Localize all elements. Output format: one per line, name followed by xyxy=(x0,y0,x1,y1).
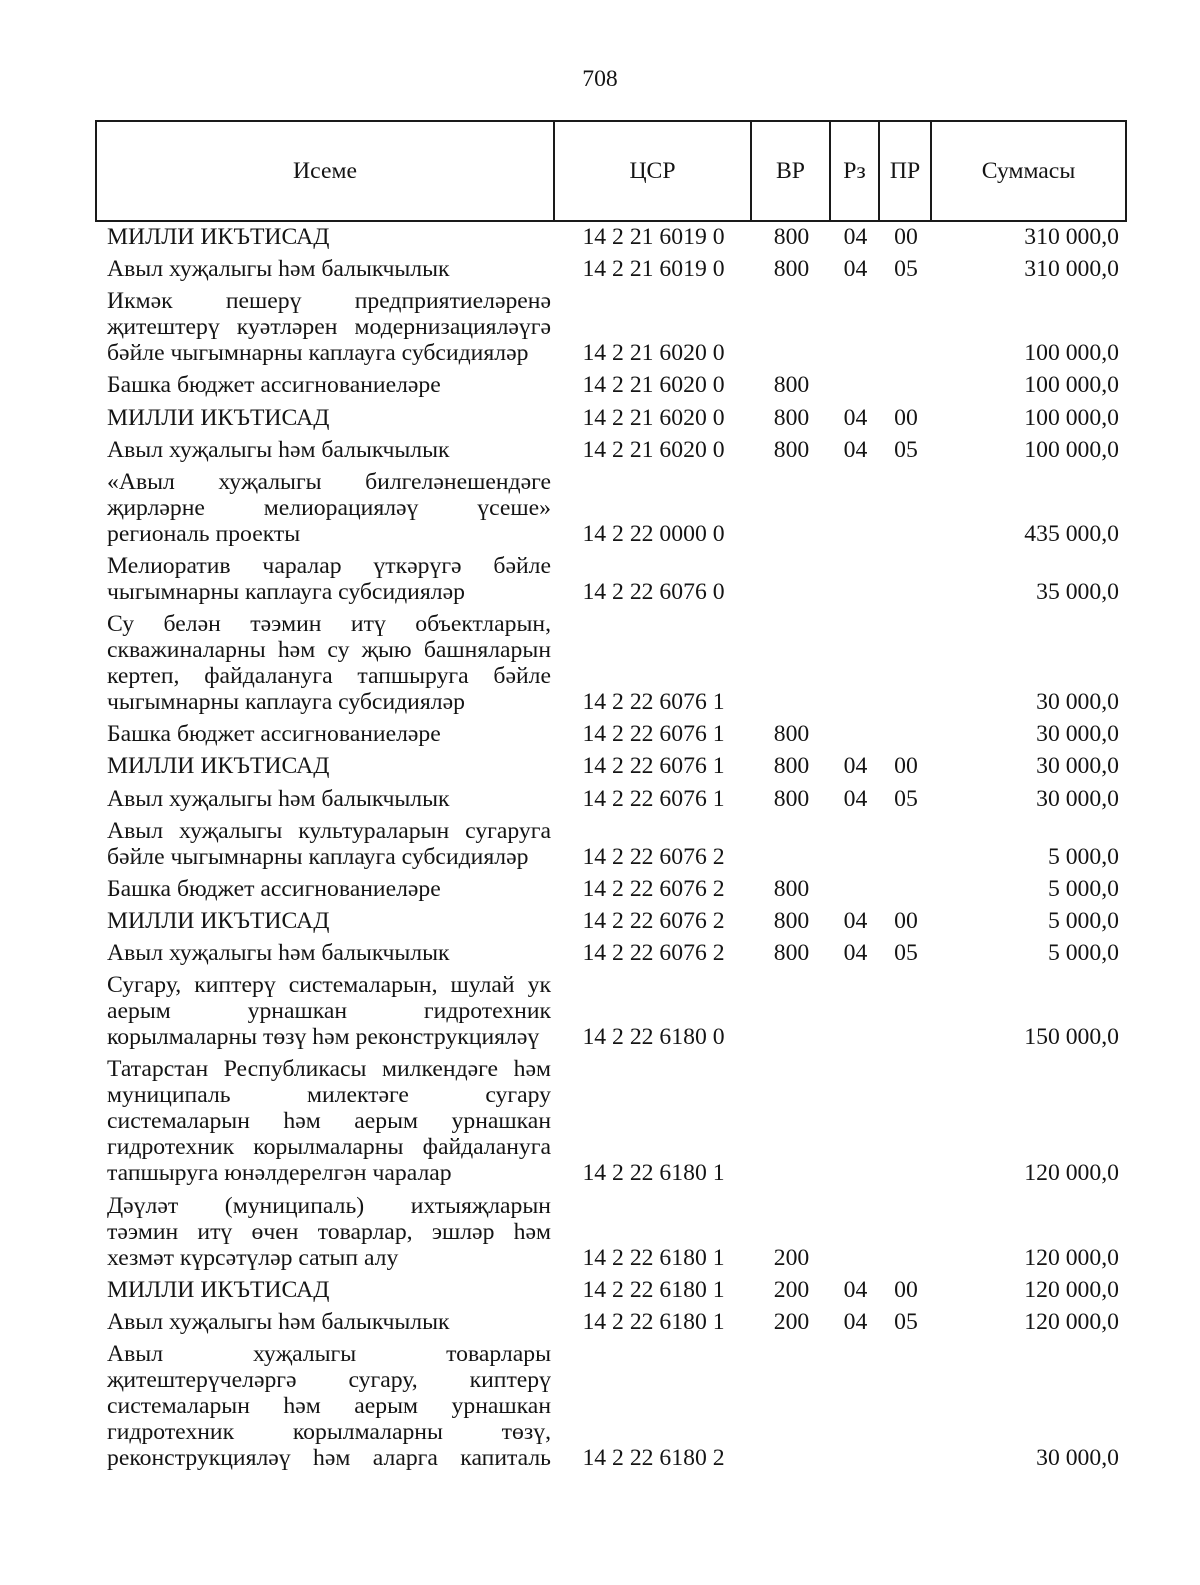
name-line: тәэмин итү өчен товарлар, эшләр һәм xyxy=(107,1218,551,1245)
table-row xyxy=(95,256,1127,288)
table-row xyxy=(95,1277,1127,1309)
pr-cell: 00 xyxy=(894,1276,918,1303)
vr-cell: 800 xyxy=(773,721,810,748)
vr-cell xyxy=(752,689,831,715)
rz-cell xyxy=(831,1160,880,1186)
table-row xyxy=(95,753,1127,785)
csr-cell: 14 2 22 6180 1 xyxy=(582,1276,725,1303)
sum-cell: 30 000,0 xyxy=(1036,721,1119,748)
rz-cell xyxy=(831,844,880,870)
vr-cell xyxy=(752,521,831,547)
csr-cell: 14 2 22 6076 1 xyxy=(582,689,725,716)
csr-cell: 14 2 22 6076 1 xyxy=(582,785,725,812)
csr-cell: 14 2 22 6076 2 xyxy=(582,940,725,967)
vr-cell: 800 xyxy=(773,940,810,967)
pr-cell xyxy=(880,1245,932,1271)
rz-cell xyxy=(831,721,880,747)
csr-cell: 14 2 22 6180 1 xyxy=(582,1308,725,1335)
csr-cell: 14 2 22 6180 1 xyxy=(582,1160,725,1187)
name-cell xyxy=(95,1309,555,1335)
name-cell xyxy=(95,553,555,605)
table-row xyxy=(95,1309,1127,1341)
rz-cell: 04 xyxy=(843,940,868,967)
name-line: кертеп, файдалануга тапшыруга бәйле xyxy=(107,663,551,690)
table-row xyxy=(95,405,1127,437)
name-line: Су белән тәэмин итү объектларын, xyxy=(107,611,551,638)
name-line: Авыл хуҗалыгы һәм балыкчылык xyxy=(107,1308,450,1335)
name-cell xyxy=(95,753,555,779)
name-cell xyxy=(95,256,555,282)
pr-cell: 05 xyxy=(894,940,918,967)
name-line: Дәүләт (муниципаль) ихтыяҗларын xyxy=(107,1192,551,1219)
csr-cell: 14 2 21 6020 0 xyxy=(582,436,725,463)
rz-cell xyxy=(831,521,880,547)
vr-cell: 800 xyxy=(773,753,810,780)
vr-cell: 800 xyxy=(773,436,810,463)
header-sum: Суммасы xyxy=(932,120,1127,222)
vr-cell xyxy=(752,579,831,605)
vr-cell xyxy=(752,1445,831,1471)
name-line: МИЛЛИ ИКЪТИСАД xyxy=(107,224,330,250)
sum-cell: 5 000,0 xyxy=(1047,940,1119,967)
sum-cell: 100 000,0 xyxy=(1024,404,1119,431)
csr-cell: 14 2 22 6076 0 xyxy=(582,578,725,605)
name-line: бәйле чыгымнарны каплауга субсидияләр xyxy=(107,340,529,367)
pr-cell xyxy=(880,340,932,366)
name-line: скважиналарны һәм су җыю башняларын xyxy=(107,637,551,664)
name-line: Башка бюджет ассигнованиеләре xyxy=(107,721,441,748)
rz-cell xyxy=(831,1445,880,1471)
pr-cell xyxy=(880,844,932,870)
sum-cell: 30 000,0 xyxy=(1036,785,1119,812)
csr-cell: 14 2 21 6020 0 xyxy=(582,404,725,431)
name-line: хезмәт күрсәтүләр сатып алу xyxy=(107,1244,399,1271)
pr-cell: 00 xyxy=(894,753,918,780)
name-line: бәйле чыгымнарны каплауга субсидияләр xyxy=(107,843,529,870)
vr-cell: 800 xyxy=(773,224,810,250)
csr-cell: 14 2 21 6019 0 xyxy=(582,224,725,250)
name-cell xyxy=(95,1056,555,1186)
sum-cell: 120 000,0 xyxy=(1024,1308,1119,1335)
name-cell xyxy=(95,437,555,463)
pr-cell xyxy=(880,876,932,902)
table-row xyxy=(95,611,1127,721)
sum-cell: 120 000,0 xyxy=(1024,1160,1119,1187)
name-cell xyxy=(95,288,555,366)
sum-cell: 5 000,0 xyxy=(1047,875,1119,902)
rz-cell xyxy=(831,876,880,902)
name-line: Авыл хуҗалыгы һәм балыкчылык xyxy=(107,436,450,463)
name-line: җирләрне мелиорацияләү үсеше» xyxy=(107,494,551,521)
rz-cell: 04 xyxy=(843,1276,868,1303)
name-line: МИЛЛИ ИКЪТИСАД xyxy=(107,907,330,934)
sum-cell: 5 000,0 xyxy=(1047,843,1119,870)
name-cell xyxy=(95,818,555,870)
table-row xyxy=(95,372,1127,404)
header-name: Исеме xyxy=(95,120,555,222)
vr-cell: 800 xyxy=(773,256,810,283)
name-line: җитештерүчеләргә сугару, киптерү xyxy=(107,1366,551,1393)
name-cell xyxy=(95,876,555,902)
csr-cell: 14 2 21 6020 0 xyxy=(582,372,725,399)
name-line: чыгымнарны каплауга субсидияләр xyxy=(107,689,465,716)
pr-cell xyxy=(880,689,932,715)
table-row xyxy=(95,437,1127,469)
rz-cell: 04 xyxy=(843,256,868,283)
vr-cell: 800 xyxy=(773,372,810,399)
csr-cell: 14 2 22 6076 1 xyxy=(582,721,725,748)
rz-cell: 04 xyxy=(843,785,868,812)
csr-cell: 14 2 22 6180 1 xyxy=(582,1244,725,1271)
table-row xyxy=(95,876,1127,908)
sum-cell: 435 000,0 xyxy=(1024,520,1119,547)
name-line: Татарстан Республикасы милкендәге һәм xyxy=(107,1056,551,1083)
table-row xyxy=(95,972,1127,1056)
name-line: муниципаль милектәге сугару xyxy=(107,1082,551,1109)
vr-cell xyxy=(752,1024,831,1050)
vr-cell: 800 xyxy=(773,875,810,902)
table-row xyxy=(95,224,1127,256)
name-cell xyxy=(95,940,555,966)
name-line: җитештерү куәтләрен модернизацияләүгә xyxy=(107,314,551,341)
table-row xyxy=(95,786,1127,818)
vr-cell: 800 xyxy=(773,907,810,934)
table-row xyxy=(95,469,1127,553)
name-line: Авыл хуҗалыгы һәм балыкчылык xyxy=(107,256,450,283)
name-cell xyxy=(95,721,555,747)
vr-cell: 200 xyxy=(773,1276,810,1303)
table-row xyxy=(95,940,1127,972)
header-vr: ВР xyxy=(752,120,831,222)
table-header xyxy=(95,120,1127,222)
rz-cell: 04 xyxy=(843,404,868,431)
csr-cell: 14 2 22 0000 0 xyxy=(582,520,725,547)
csr-cell: 14 2 22 6076 1 xyxy=(582,753,725,780)
name-line: Авыл хуҗалыгы һәм балыкчылык xyxy=(107,940,450,967)
name-cell xyxy=(95,469,555,547)
table-row xyxy=(95,908,1127,940)
vr-cell: 200 xyxy=(773,1244,810,1271)
rz-cell xyxy=(831,340,880,366)
rz-cell: 04 xyxy=(843,224,868,250)
name-line: гидротехник корылмаларны төзү, xyxy=(107,1418,551,1445)
pr-cell xyxy=(880,1445,932,1471)
pr-cell: 05 xyxy=(894,1308,918,1335)
csr-cell: 14 2 22 6180 2 xyxy=(582,1444,725,1471)
name-line: Сугару, киптерү системаларын, шулай ук xyxy=(107,972,551,999)
sum-cell: 100 000,0 xyxy=(1024,372,1119,399)
rz-cell xyxy=(831,1024,880,1050)
page-number: 708 xyxy=(582,66,618,92)
table-row xyxy=(95,553,1127,611)
vr-cell: 800 xyxy=(773,785,810,812)
pr-cell: 00 xyxy=(894,404,918,431)
vr-cell xyxy=(752,1160,831,1186)
pr-cell xyxy=(880,372,932,398)
pr-cell: 05 xyxy=(894,785,918,812)
table-body xyxy=(95,224,1127,1477)
pr-cell: 05 xyxy=(894,436,918,463)
name-line: Авыл хуҗалыгы товарлары xyxy=(107,1340,551,1367)
name-cell xyxy=(95,908,555,934)
header-rz: Рз xyxy=(831,120,880,222)
sum-cell: 5 000,0 xyxy=(1047,907,1119,934)
sum-cell: 100 000,0 xyxy=(1024,340,1119,367)
name-cell xyxy=(95,972,555,1050)
csr-cell: 14 2 22 6180 0 xyxy=(582,1024,725,1051)
rz-cell: 04 xyxy=(843,436,868,463)
name-line: МИЛЛИ ИКЪТИСАД xyxy=(107,404,330,431)
rz-cell xyxy=(831,579,880,605)
name-cell xyxy=(95,1277,555,1303)
name-line: аерым урнашкан гидротехник xyxy=(107,998,551,1025)
pr-cell xyxy=(880,721,932,747)
name-line: Авыл хуҗалыгы һәм балыкчылык xyxy=(107,785,450,812)
vr-cell: 800 xyxy=(773,404,810,431)
table-row xyxy=(95,1193,1127,1277)
name-line: системаларын һәм аерым урнашкан xyxy=(107,1108,551,1135)
name-line: чыгымнарны каплауга субсидияләр xyxy=(107,578,465,605)
sum-cell: 30 000,0 xyxy=(1036,753,1119,780)
pr-cell: 00 xyxy=(894,224,918,250)
pr-cell xyxy=(880,1160,932,1186)
rz-cell xyxy=(831,1245,880,1271)
name-cell xyxy=(95,1341,555,1471)
name-line: гидротехник корылмаларны файдалануга xyxy=(107,1134,551,1161)
name-cell xyxy=(95,611,555,715)
table-row xyxy=(95,1341,1127,1477)
rz-cell xyxy=(831,689,880,715)
sum-cell: 100 000,0 xyxy=(1024,436,1119,463)
csr-cell: 14 2 21 6019 0 xyxy=(582,256,725,283)
sum-cell: 150 000,0 xyxy=(1024,1024,1119,1051)
rz-cell xyxy=(831,372,880,398)
sum-cell: 30 000,0 xyxy=(1036,689,1119,716)
csr-cell: 14 2 22 6076 2 xyxy=(582,843,725,870)
table-row xyxy=(95,721,1127,753)
vr-cell: 200 xyxy=(773,1308,810,1335)
pr-cell xyxy=(880,579,932,605)
name-line: МИЛЛИ ИКЪТИСАД xyxy=(107,1276,330,1303)
rz-cell: 04 xyxy=(843,907,868,934)
pr-cell: 05 xyxy=(894,256,918,283)
header-pr: ПР xyxy=(880,120,932,222)
sum-cell: 30 000,0 xyxy=(1036,1444,1119,1471)
name-line: системаларын һәм аерым урнашкан xyxy=(107,1392,551,1419)
name-cell xyxy=(95,224,555,250)
sum-cell: 310 000,0 xyxy=(1024,256,1119,283)
name-line: корылмаларны төзү һәм реконструкцияләү xyxy=(107,1024,540,1051)
name-cell xyxy=(95,372,555,398)
name-line: Авыл хуҗалыгы культураларын сугаруга xyxy=(107,817,551,844)
table-row xyxy=(95,818,1127,876)
sum-cell: 120 000,0 xyxy=(1024,1244,1119,1271)
csr-cell: 14 2 22 6076 2 xyxy=(582,875,725,902)
rz-cell: 04 xyxy=(843,1308,868,1335)
name-cell xyxy=(95,1193,555,1271)
vr-cell xyxy=(752,340,831,366)
name-line: Икмәк пешерү предприятиеләренә xyxy=(107,288,551,315)
name-cell xyxy=(95,786,555,812)
pr-cell: 00 xyxy=(894,907,918,934)
table-row xyxy=(95,288,1127,372)
name-line: Башка бюджет ассигнованиеләре xyxy=(107,875,441,902)
vr-cell xyxy=(752,844,831,870)
name-line: реконструкцияләү һәм аларга капиталь xyxy=(107,1444,551,1471)
pr-cell xyxy=(880,1024,932,1050)
sum-cell: 310 000,0 xyxy=(1024,224,1119,250)
name-line: региональ проекты xyxy=(107,520,301,547)
pr-cell xyxy=(880,521,932,547)
rz-cell: 04 xyxy=(843,753,868,780)
name-line: тапшыруга юнәлдерелгән чаралар xyxy=(107,1160,452,1187)
header-csr: ЦСР xyxy=(555,120,752,222)
name-line: МИЛЛИ ИКЪТИСАД xyxy=(107,753,330,780)
table-row xyxy=(95,1056,1127,1192)
name-cell xyxy=(95,405,555,431)
name-line: Мелиоратив чаралар үткәрүгә бәйле xyxy=(107,552,551,579)
csr-cell: 14 2 22 6076 2 xyxy=(582,907,725,934)
name-line: Башка бюджет ассигнованиеләре xyxy=(107,372,441,399)
sum-cell: 120 000,0 xyxy=(1024,1276,1119,1303)
name-line: «Авыл хуҗалыгы билгеләнешендәге xyxy=(107,468,551,495)
sum-cell: 35 000,0 xyxy=(1036,578,1119,605)
csr-cell: 14 2 21 6020 0 xyxy=(582,340,725,367)
